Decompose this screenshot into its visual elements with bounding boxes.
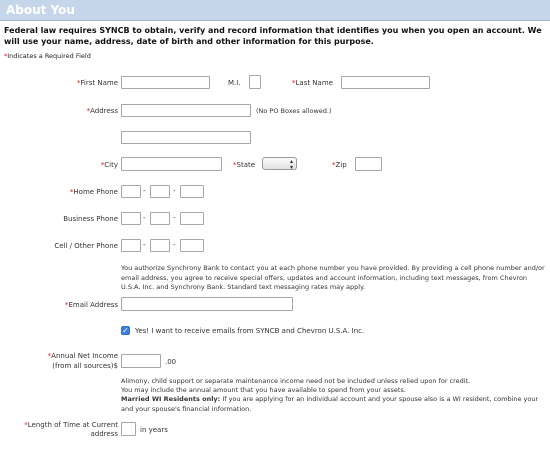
business-phone-area-input[interactable] [121, 212, 141, 225]
select-arrows-icon: ▴ ▾ [289, 158, 293, 171]
phone-separator: - [143, 187, 146, 195]
wi-residents-note: Married WI Residents only: If you are applying for an individual account and your spouse also is a WI resident, combine your and your spouse's financial information. [121, 395, 539, 413]
zip-label: *Zip [332, 161, 347, 169]
business-phone-label: Business Phone [63, 215, 118, 223]
income-label: *Annual Net Income [47, 352, 118, 360]
years-suffix: in years [140, 426, 168, 434]
state-label: *State [233, 161, 256, 169]
income-input[interactable] [121, 354, 161, 368]
section-header [0, 0, 550, 21]
phone-separator: - [173, 214, 176, 222]
last-name-input[interactable] [341, 76, 430, 89]
address-label: *Address [86, 107, 118, 115]
mi-label: M.I. [228, 79, 241, 87]
first-name-input[interactable] [121, 76, 210, 89]
address-line1-input[interactable] [121, 104, 251, 117]
required-field-note: *Indicates a Required Field [4, 52, 91, 60]
last-name-label: *Last Name [292, 79, 333, 87]
home-phone-label: *Home Phone [69, 188, 118, 196]
zip-input[interactable] [355, 157, 382, 171]
email-input[interactable] [121, 297, 293, 311]
checkmark-icon: ✓ [122, 326, 129, 335]
home-phone-line-input[interactable] [180, 185, 204, 198]
po-box-note: (No PO Boxes allowed.) [256, 107, 332, 115]
phone-separator: - [143, 241, 146, 249]
income-label-line2: (from all sources)$ [52, 362, 118, 370]
business-phone-prefix-input[interactable] [150, 212, 170, 225]
email-optin-checkbox[interactable] [121, 326, 130, 335]
home-phone-area-input[interactable] [121, 185, 141, 198]
home-phone-prefix-input[interactable] [150, 185, 170, 198]
phone-separator: - [173, 241, 176, 249]
income-note-assets: You may include the annual amount that you have available to spend from your assets. [121, 386, 406, 394]
mi-input[interactable] [249, 75, 261, 89]
phone-separator: - [143, 214, 146, 222]
state-select[interactable] [262, 157, 297, 170]
section-title: About You [6, 3, 75, 17]
address-line2-input[interactable] [121, 131, 251, 144]
law-notice: Federal law requires SYNCB to obtain, verify and record information that identifies you when you open an account. We will use your name, address, date of birth and other information for this purpose. [4, 26, 542, 46]
cell-phone-line-input[interactable] [180, 239, 204, 252]
cell-phone-area-input[interactable] [121, 239, 141, 252]
income-note-alimony: Alimony, child support or separate maintenance income need not be included unless relied upon for credit. [121, 377, 471, 385]
email-optin-label: Yes! I want to receive emails from SYNCB and Chevron U.S.A. Inc. [135, 327, 365, 335]
city-input[interactable] [121, 157, 222, 171]
income-cents-suffix: .00 [165, 358, 177, 366]
contact-consent-text: You authorize Synchrony Bank to contact you at each phone number you have provided. By providing a cell phone number and/or email address, you agree to receive special offers, updates and account information, including text messages, from Chevron U.S.A. Inc. and Synchrony Bank. Standard text messaging rates may apply. [121, 264, 545, 291]
first-name-label: *First Name [76, 79, 118, 87]
city-label: *City [100, 161, 118, 169]
email-label: *Email Address [64, 301, 118, 309]
business-phone-line-input[interactable] [180, 212, 204, 225]
residence-length-label: *Length of Time at Current [24, 421, 118, 429]
residence-years-input[interactable] [121, 422, 136, 436]
cell-phone-prefix-input[interactable] [150, 239, 170, 252]
residence-length-label-line2: address [90, 430, 118, 438]
phone-separator: - [173, 187, 176, 195]
cell-phone-label: Cell / Other Phone [54, 242, 118, 250]
